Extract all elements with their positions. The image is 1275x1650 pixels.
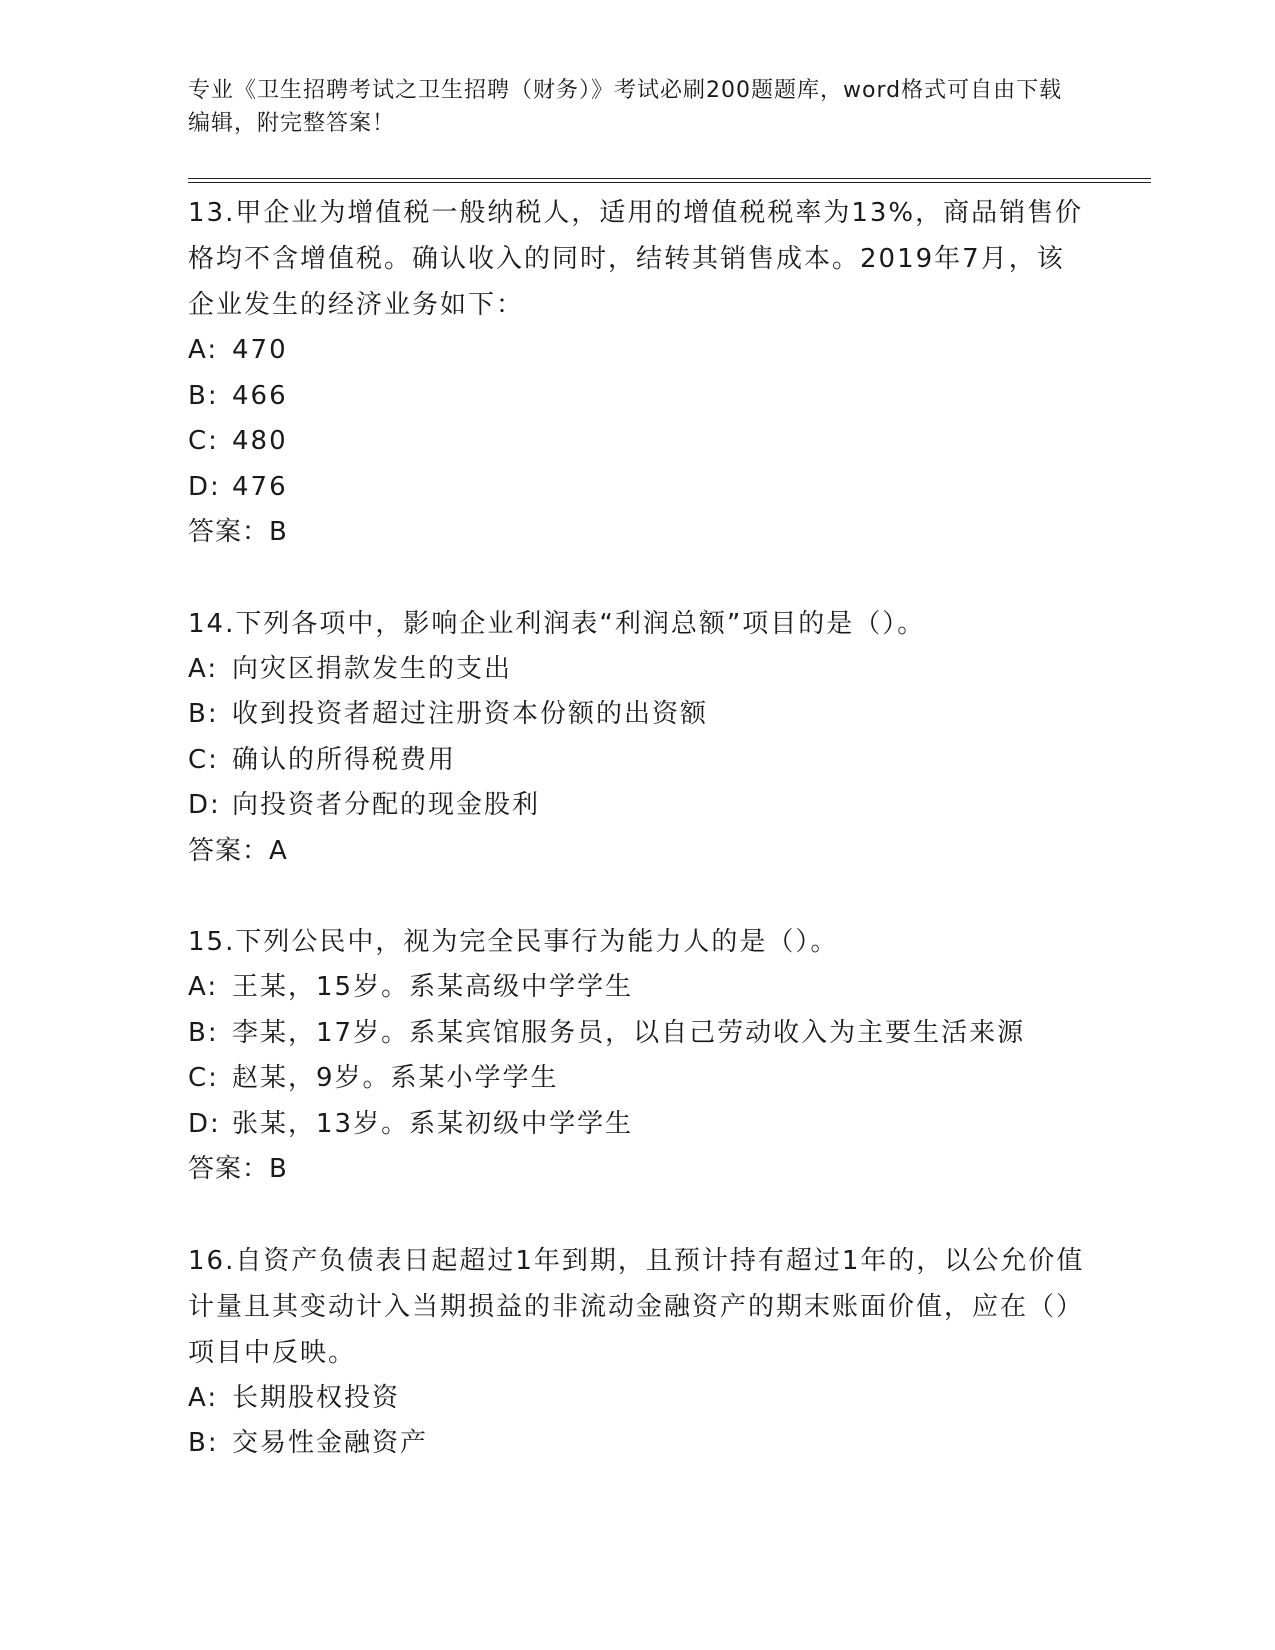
option-text: 480 xyxy=(232,426,288,456)
option-label: D: xyxy=(188,471,221,502)
option-label: A: xyxy=(188,1382,219,1413)
option-d xyxy=(188,783,1088,829)
question-13 xyxy=(188,190,1088,556)
option-text: 476 xyxy=(232,471,288,502)
answer-label: 答案： xyxy=(188,835,270,866)
option-text: 王某，15岁。系某高级中学学生 xyxy=(232,972,634,1002)
question-stem: 14.下列各项中，影响企业利润表“利润总额”项目的是（）。 xyxy=(188,608,926,639)
option-c xyxy=(188,419,1088,465)
question-stem: 16.自资产负债表日起超过1年到期，且预计持有超过1年的，以公允价值计量且其变动计入当期损益的非流动金融资产的期末账面价值，应在（）项目中反映。 xyxy=(188,1245,1085,1368)
option-label: B: xyxy=(188,1428,219,1458)
answer-value: A xyxy=(269,835,288,866)
question-16 xyxy=(188,1238,1088,1467)
option-label: D: xyxy=(188,1108,221,1139)
option-a xyxy=(188,328,1088,374)
answer-value: B xyxy=(269,517,288,547)
option-text: 466 xyxy=(232,380,288,411)
question-list xyxy=(188,190,1088,1512)
question-15 xyxy=(188,919,1088,1193)
answer-line xyxy=(188,829,1088,875)
option-label: B: xyxy=(188,380,219,411)
option-a xyxy=(188,1376,1088,1422)
answer-label: 答案： xyxy=(188,517,270,547)
option-text: 长期股权投资 xyxy=(232,1382,401,1413)
option-d xyxy=(188,465,1088,511)
option-label: B: xyxy=(188,699,219,729)
answer-label: 答案： xyxy=(188,1154,270,1184)
option-text: 赵某，9岁。系某小学学生 xyxy=(232,1063,559,1093)
option-text: 收到投资者超过注册资本份额的出资额 xyxy=(232,699,709,729)
option-label: A: xyxy=(188,335,219,365)
option-text: 李某，17岁。系某宾馆服务员，以自己劳动收入为主要生活来源 xyxy=(232,1017,1026,1048)
option-label: B: xyxy=(188,1017,219,1048)
option-label: C: xyxy=(188,1063,219,1093)
question-stem: 13.甲企业为增值税一般纳税人，适用的增值税税率为13%，商品销售价格均不含增值税。确认收入的同时，结转其销售成本。2019年7月，该企业发生的经济业务如下： xyxy=(188,198,1084,320)
option-text: 向灾区捐款发生的支出 xyxy=(232,653,513,684)
option-a xyxy=(188,965,1088,1011)
option-label: D: xyxy=(188,790,221,820)
option-b xyxy=(188,692,1088,738)
option-d xyxy=(188,1102,1088,1148)
option-text: 交易性金融资产 xyxy=(232,1428,429,1458)
option-c xyxy=(188,1056,1088,1102)
option-b xyxy=(188,1421,1088,1467)
document-header: 专业《卫生招聘考试之卫生招聘（财务）》考试必刷200题题库，word格式可自由下载编辑，附完整答案！ xyxy=(188,78,1063,136)
option-b xyxy=(188,1011,1088,1057)
option-text: 向投资者分配的现金股利 xyxy=(232,790,541,820)
option-text: 确认的所得税费用 xyxy=(232,744,457,775)
option-text: 470 xyxy=(232,335,288,365)
option-b xyxy=(188,374,1088,420)
option-label: C: xyxy=(188,426,219,456)
option-label: C: xyxy=(188,744,219,775)
option-c xyxy=(188,738,1088,784)
option-label: A: xyxy=(188,972,219,1002)
option-text: 张某，13岁。系某初级中学学生 xyxy=(232,1108,634,1139)
header-divider xyxy=(188,178,1151,183)
answer-line xyxy=(188,1147,1088,1193)
option-a xyxy=(188,647,1088,693)
option-label: A: xyxy=(188,653,219,684)
answer-value: B xyxy=(269,1154,288,1184)
question-14 xyxy=(188,601,1088,875)
question-stem: 15.下列公民中，视为完全民事行为能力人的是（）。 xyxy=(188,927,839,957)
answer-line xyxy=(188,510,1088,556)
